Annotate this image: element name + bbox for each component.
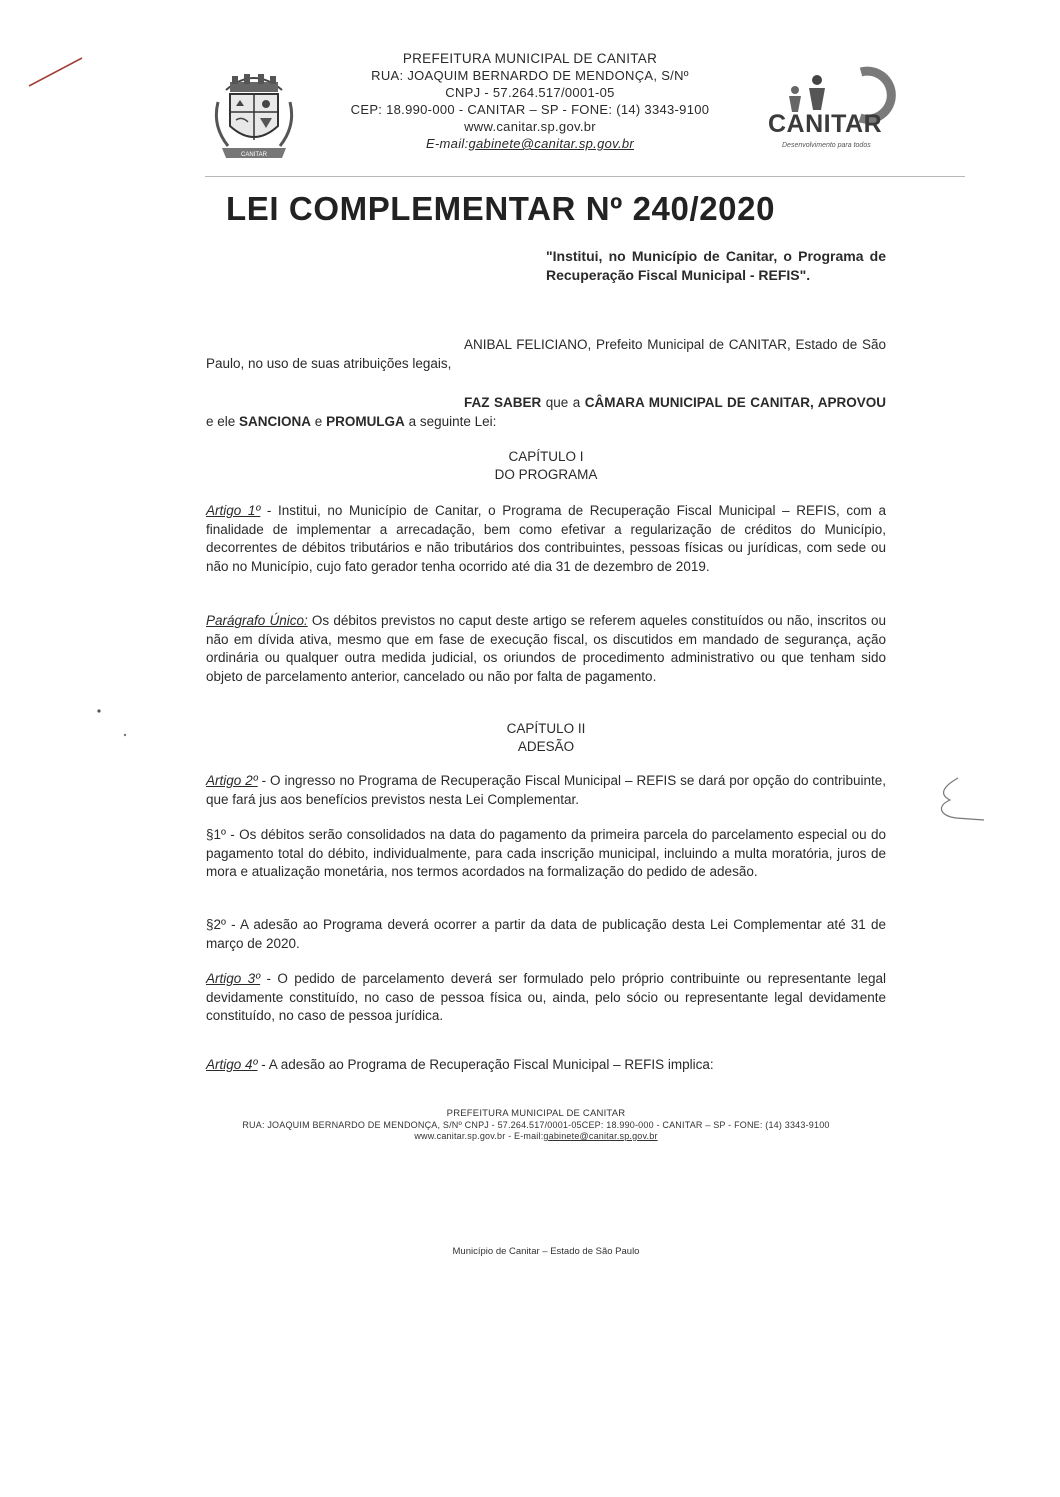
- artigo-3: [206, 970, 886, 1026]
- footer-email-link[interactable]: gabinete@canitar.sp.gov.br: [543, 1131, 658, 1141]
- scan-mark-squiggle: [930, 772, 990, 832]
- artigo-2-label: Artigo 2º: [206, 773, 258, 788]
- promulga: PROMULGA: [326, 413, 405, 429]
- law-title: LEI COMPLEMENTAR Nº 240/2020: [226, 190, 776, 227]
- preamble-connector: e: [311, 413, 327, 429]
- municipio-caption: Município de Canitar – Estado de São Paulo: [452, 1246, 640, 1257]
- faz-saber: FAZ SABER: [464, 395, 542, 410]
- preamble-paragraph-2: [206, 394, 886, 431]
- artigo-1-text: - Institui, no Município de Canitar, o Programa de Recuperação Fiscal Municipal – REFIS, com a finalidade de implementar a arrecadação, bem como efetivar a regularização de créditos do Município, decorrentes de débitos tributários e não tributários dos contribuintes, pessoas físicas ou jurídicas, com sede ou não no Município, cujo fato gerador tenha ocorrido até dia 31 de dezembro de 2019.: [206, 503, 886, 574]
- camara-aprovou: CÂMARA MUNICIPAL DE CANITAR, APROVOU: [584, 395, 886, 410]
- chapter-1-number: CAPÍTULO I: [508, 449, 584, 464]
- letterhead-line3: CNPJ - 57.264.517/0001-05: [445, 85, 615, 100]
- artigo-3-label: Artigo 3º: [206, 971, 261, 986]
- chapter-2-name: ADESÃO: [517, 739, 575, 754]
- preamble-connector: e ele: [206, 413, 240, 429]
- artigo-2: [206, 772, 886, 809]
- preamble-paragraph-1: ANIBAL FELICIANO, Prefeito Municipal de CANITAR, Estado de São Paulo, no uso de suas atribuições legais,: [206, 337, 886, 371]
- scan-speck: [122, 732, 128, 738]
- law-ementa: [546, 247, 886, 285]
- footer-line1: PREFEITURA MUNICIPAL DE CANITAR: [446, 1108, 626, 1119]
- crest-label: CANITAR: [241, 152, 267, 158]
- letterhead-line4: CEP: 18.990-000 - CANITAR – SP - FONE: (14) 3343-9100: [350, 102, 710, 117]
- chapter-1-heading: [206, 448, 886, 484]
- artigo-1: [206, 502, 886, 576]
- chapter-2-number: CAPÍTULO II: [506, 721, 586, 736]
- letterhead-line5: www.canitar.sp.gov.br: [464, 119, 596, 134]
- letterhead-line1: PREFEITURA MUNICIPAL DE CANITAR: [402, 51, 658, 66]
- footer-line2: RUA: JOAQUIM BERNARDO DE MENDONÇA, S/Nº CNPJ - 57.264.517/0001-05CEP: 18.990-000 - CANITAR – SP - FONE: (14) 3343-9100: [242, 1119, 830, 1130]
- paragrafo-unico: [206, 612, 886, 686]
- artigo-4: [206, 1056, 886, 1075]
- chapter-1-name: DO PROGRAMA: [494, 467, 598, 482]
- municipal-crest-icon: [208, 56, 300, 166]
- artigo-2-text: - O ingresso no Programa de Recuperação Fiscal Municipal – REFIS se dará por opção do contribuinte, que fará jus aos benefícios previstos nesta Lei Complementar.: [206, 773, 886, 807]
- paragrafo-unico-label: Parágrafo Único:: [206, 613, 308, 628]
- artigo-4-text: - A adesão ao Programa de Recuperação Fiscal Municipal – REFIS implica:: [257, 1057, 714, 1072]
- artigo-1-label: Artigo 1º: [206, 503, 261, 518]
- letterhead-text: [320, 50, 740, 152]
- letterhead-line2: RUA: JOAQUIM BERNARDO DE MENDONÇA, S/Nº: [371, 68, 689, 83]
- artigo-4-label: Artigo 4º: [206, 1057, 258, 1072]
- footer-line3: [176, 1131, 896, 1143]
- paragrafo-unico-text: Os débitos previstos no caput deste artigo se referem aqueles constituídos ou não, inscritos ou não em dívida ativa, mesmo que em fase de execução fiscal, os discutidos em mandado de segurança, ação ordinária ou qualquer outra medida judicial, os oriundos de procedimento administrativo ou que tenham sido objeto de parcelamento anterior, cancelado ou não por falta de pagamento.: [206, 613, 886, 684]
- ementa-text: "Institui, no Município de Canitar, o Programa de Recuperação Fiscal Municipal - REFIS".: [546, 248, 886, 283]
- letterhead-header: [200, 46, 960, 166]
- artigo-3-text: - O pedido de parcelamento deverá ser formulado pelo próprio contribuinte ou representante legal devidamente constituído, no caso de pessoa física ou, ainda, pelo sócio ou representante legal devidamente constituído, no caso de pessoa jurídica.: [206, 971, 886, 1023]
- header-divider: [205, 176, 965, 177]
- email-label: E-mail:: [425, 136, 469, 151]
- letterhead-email-line: [320, 135, 740, 152]
- paragrafo-1: §1º - Os débitos serão consolidados na data do pagamento da primeira parcela do parcelamento especial ou do pagamento total do débito, individualmente, para cada inscrição municipal, incluindo a multa moratória, juros de mora e atualização monetária, nos termos acordados na formalização do pedido de adesão.: [206, 827, 886, 879]
- paragrafo-2: §2º - A adesão ao Programa deverá ocorrer a partir da data de publicação desta Lei Complementar até 31 de março de 2020.: [206, 917, 886, 951]
- scan-mark-pen-stroke: [26, 54, 86, 90]
- scan-speck: [96, 708, 102, 714]
- preamble-ending: a seguinte Lei:: [404, 413, 497, 429]
- page-footer: [176, 1108, 896, 1143]
- logo-wordmark: CANITAR: [768, 110, 883, 138]
- footer-site: www.canitar.sp.gov.br - E-mail:: [414, 1131, 544, 1141]
- email-link[interactable]: gabinete@canitar.sp.gov.br: [468, 136, 635, 151]
- preamble-connector: que a: [541, 395, 585, 410]
- sanciona: SANCIONA: [239, 413, 312, 429]
- logo-tagline: Desenvolvimento para todos: [782, 142, 871, 149]
- chapter-2-heading: [206, 720, 886, 756]
